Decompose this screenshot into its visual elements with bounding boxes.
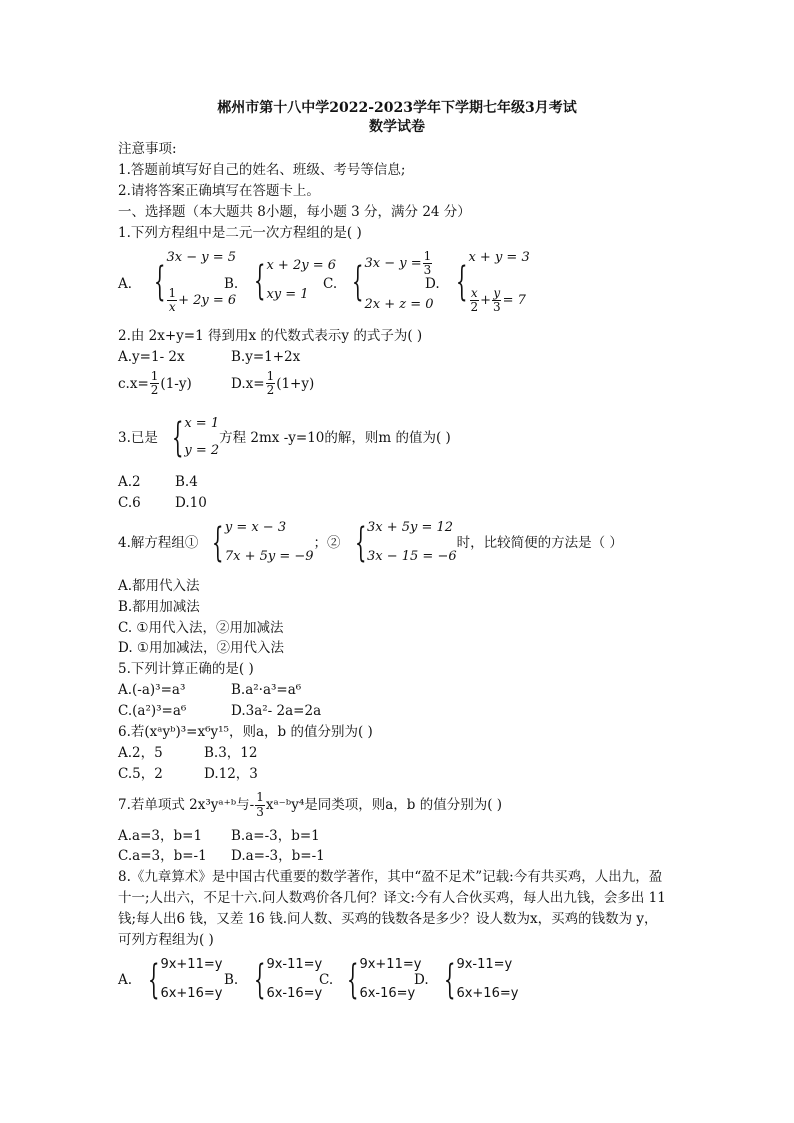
q1-option-c-system (338, 250, 434, 314)
section-heading: 一、选择题（本大题共 8小题，每小题 3 分，满分 24 分） (118, 204, 471, 220)
equation: 9x+11=y (160, 957, 223, 972)
equation: 6x+16=y (456, 986, 519, 1002)
q5-option-b: B.a²·a³=a⁶ (231, 682, 302, 698)
equation: 3x + 5y = 12 (367, 520, 454, 535)
q8-option-a-label: A. (118, 972, 133, 988)
q8-line-2: 十一;人出六，不足十六.问人数鸡价各几何？译文:今有人合伙买鸡，每人出九钱，会多出 11 (118, 890, 666, 906)
q3-option-a: A.2 (118, 474, 141, 490)
q6-option-c: C.5，2 (118, 766, 163, 782)
q7-option-d: D.a=-3，b=-1 (231, 848, 325, 864)
q8-line-1: 8.《九章算术》是中国古代重要的数学著作，其中“盈不足术”记载:今有共买鸡，人出九，盈 (118, 869, 663, 885)
q8-option-d-label: D. (414, 972, 429, 988)
brace-icon: { (171, 415, 184, 461)
brace-icon: { (212, 520, 224, 566)
equation: y = x − 3 (224, 520, 287, 535)
exam-subtitle: 数学试卷 (369, 119, 425, 135)
q5-option-a: A.(-a)³=a³ (118, 682, 186, 698)
equation: $\frac{x}{2}$ + $\frac{y}{3}$ = 7 (470, 285, 526, 314)
q1-option-c-label: C. (323, 276, 338, 292)
equation: $\frac{1}{x}$ + 2y = 6 (168, 285, 237, 314)
q8-line-3: 钱;每人出6 钱，又差 16 钱.问人数、买鸡的钱数各是多少？设人数为x，买鸡的钱数为 y， (118, 911, 658, 927)
notes-label: 注意事项: (118, 141, 177, 157)
q7-stem: 7.若单项式 2x³yᵃ⁺ᵇ与- $\frac{1}{3}$ xᵃ⁻ᵇy⁴是同类项，则a，b 的值分别为( ) (118, 790, 503, 819)
q3-option-b: B.4 (175, 474, 198, 490)
note-1: 1.答题前填写好自己的姓名、班级、考号等信息; (118, 162, 406, 178)
q1-option-d-system (442, 250, 530, 314)
brace-icon: { (443, 957, 456, 1003)
equation: 2x + z = 0 (364, 297, 434, 313)
equation: 3x − y = $\frac{1}{3}$ (364, 249, 432, 278)
q7-option-c: C.a=3，b=-1 (118, 848, 207, 864)
q2-option-c: c.x= $\frac{1}{2}$ (1-y) (118, 369, 192, 398)
equation: 9x-11=y (456, 957, 513, 972)
equation: 7x + 5y = −9 (224, 549, 314, 565)
equation: x + y = 3 (468, 250, 530, 265)
brace-icon: { (253, 258, 266, 304)
equation: 6x+16=y (160, 986, 223, 1002)
q8-option-d-system (430, 957, 518, 1003)
equation: x + 2y = 6 (266, 258, 336, 273)
equation: xy = 1 (266, 287, 309, 303)
q3-option-d: D.10 (175, 495, 207, 511)
equation: 9x-11=y (266, 957, 323, 972)
q8-option-b-system (240, 957, 322, 1003)
q4-option-c: C. ①用代入法，②用加减法 (118, 620, 284, 636)
q1-option-a-label: A． (118, 276, 142, 292)
brace-icon: { (351, 259, 364, 305)
q6-option-a: A.2，5 (118, 745, 163, 761)
q7-option-b: B.a=-3，b=1 (231, 828, 320, 844)
q5-option-c: C.(a²)³=a⁶ (118, 703, 187, 719)
brace-icon: { (147, 957, 160, 1003)
exam-title: 郴州市第十八中学2022-2023学年下学期七年级3月考试 (217, 100, 577, 116)
note-2: 2.请将答案正确填写在答题卡上。 (118, 183, 320, 199)
equation: 3x − y = 5 (166, 250, 236, 265)
q2-option-b: B.y=1+2x (231, 349, 301, 365)
equation: 6x-16=y (359, 986, 416, 1002)
brace-icon: { (354, 520, 366, 566)
equation: 9x+11=y (359, 957, 422, 972)
q8-option-c-label: C. (319, 972, 334, 988)
q2-stem: 2.由 2x+y=1 得到用x 的代数式表示y 的式子为( ) (118, 328, 423, 344)
q4-option-b: B.都用加减法 (118, 599, 200, 615)
q3-option-c: C.6 (118, 495, 141, 511)
brace-icon: { (153, 259, 166, 305)
q1-option-b-label: B. (224, 276, 239, 292)
q4-option-d: D. ①用加减法，②用代入法 (118, 640, 285, 656)
q1-option-b-system (240, 257, 336, 305)
q7-option-a: A.a=3，b=1 (118, 828, 203, 844)
equation: x = 1 (184, 416, 220, 431)
brace-icon: { (253, 957, 266, 1003)
q3-stem: 3.已是 { x = 1 y = 2 方程 2mx -y=10的解，则m 的值为( ) (118, 415, 451, 461)
q4-option-a: A.都用代入法 (118, 578, 200, 594)
q4-stem: 4.解方程组① { y = x − 3 7x + 5y = −9 ；② { 3x + 5y = 12 3x − 15 = −6 时，比较简便的方法是（ ） (118, 520, 623, 566)
q8-option-a-system (134, 957, 222, 1003)
q8-line-4: 可列方程组为( ) (118, 932, 214, 948)
q6-option-d: D.12，3 (204, 766, 258, 782)
q2-option-d: D.x= $\frac{1}{2}$ (1+y) (231, 369, 315, 398)
q1-stem: 1.下列方程组中是二元一次方程组的是( ) (118, 225, 362, 241)
brace-icon: { (455, 259, 468, 305)
q5-stem: 5.下列计算正确的是( ) (118, 661, 254, 677)
q2-option-a: A.y=1- 2x (118, 349, 185, 365)
q5-option-d: D.3a²- 2a=2a (231, 703, 322, 719)
equation: 3x − 15 = −6 (367, 549, 457, 565)
q6-stem: 6.若(xᵃyᵇ)³=x⁶y¹⁵，则a，b 的值分别为( ) (118, 724, 373, 740)
equation: y = 2 (184, 443, 220, 459)
q1-option-a-system (140, 250, 239, 314)
q8-option-c-system (333, 957, 421, 1003)
brace-icon: { (346, 957, 359, 1003)
q8-option-b-label: B. (224, 972, 239, 988)
q1-option-d-label: D. (425, 276, 440, 292)
q6-option-b: B.3，12 (204, 745, 258, 761)
equation: 6x-16=y (266, 986, 323, 1002)
